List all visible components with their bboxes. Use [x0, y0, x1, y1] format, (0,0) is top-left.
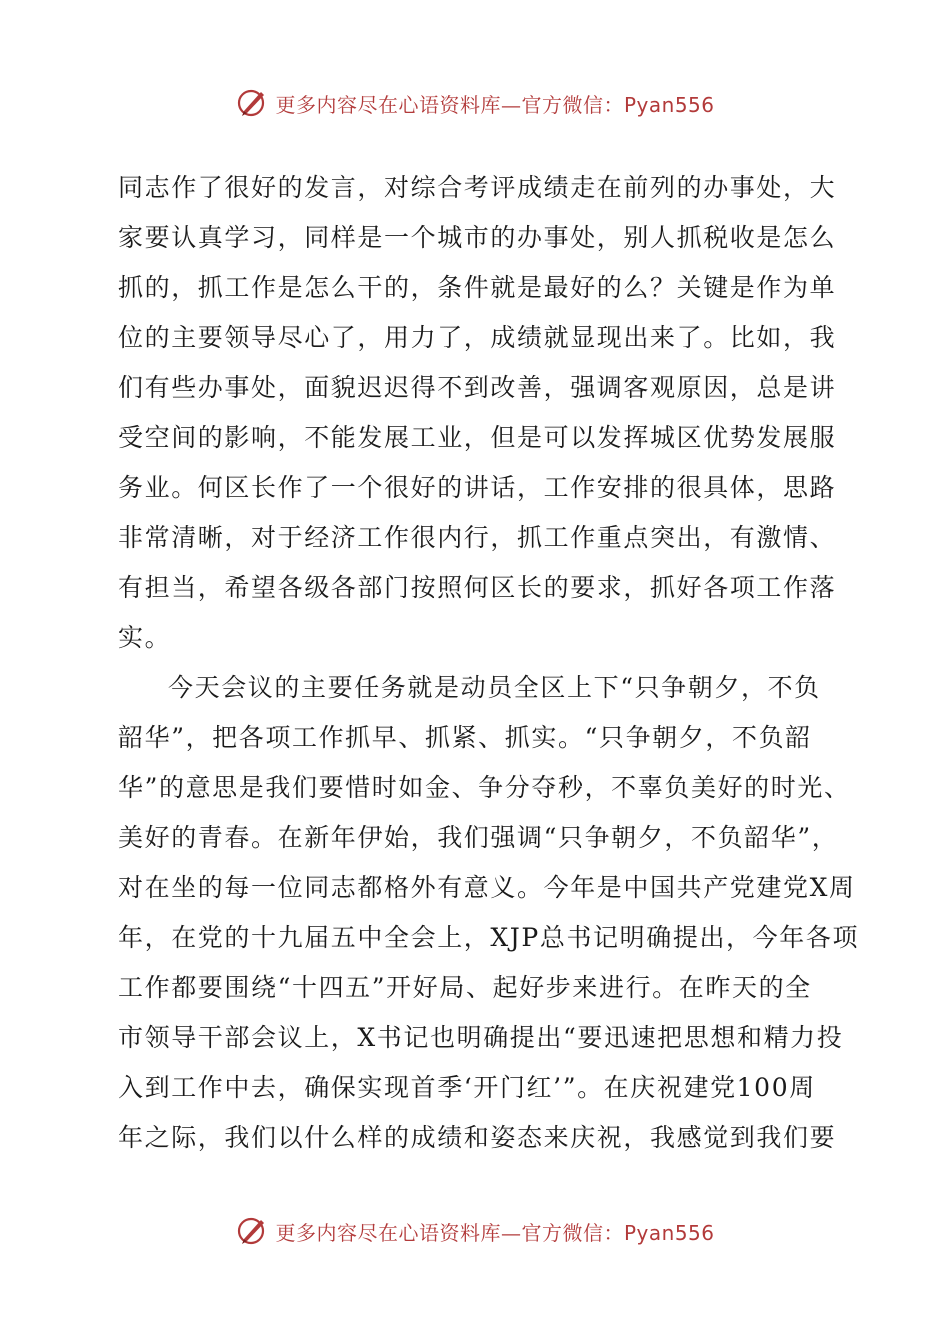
watermark-text — [275, 1217, 714, 1246]
watermark-wechat-id: Pyan556 — [623, 92, 715, 117]
text-line: 同志作了很好的发言，对综合考评成绩走在前列的办事处，大 — [118, 173, 837, 202]
text-line: 美好的青春。在新年伊始，我们强调“只争朝夕，不负韶华”， — [118, 823, 839, 852]
text-line: 位的主要领导尽心了，用力了，成绩就显现出来了。比如，我 — [118, 323, 837, 352]
text-line: 非常清晰，对于经济工作很内行，抓工作重点突出，有激情、 — [118, 523, 837, 552]
watermark-wechat-label: 官方微信： — [521, 1220, 624, 1245]
text-line: 入到工作中去，确保实现首季‘开门红’”。在庆祝建党100周 — [118, 1073, 816, 1102]
text-line: 韶华”，把各项工作抓早、抓紧、抓实。“只争朝夕，不负韶 — [118, 723, 812, 752]
text-line: 华”的意思是我们要惜时如金、争分夺秒，不辜负美好的时光、 — [118, 773, 851, 802]
watermark-dash: — — [500, 92, 522, 117]
text-line: 家要认真学习，同样是一个城市的办事处，别人抓税收是怎么 — [118, 223, 837, 252]
text-line: 市领导干部会议上，X书记也明确提出“要迅速把思想和精力投 — [118, 1023, 844, 1052]
paragraph-start-line: 今天会议的主要任务就是动员全区上下“只争朝夕，不负 — [168, 673, 821, 702]
header-watermark-banner — [0, 80, 950, 126]
text-line: 受空间的影响，不能发展工业，但是可以发挥城区优势发展服 — [118, 423, 837, 452]
watermark-brand: 更多内容尽在心语资料库 — [275, 92, 501, 117]
text-line: 抓的，抓工作是怎么干的，条件就是最好的么？关键是作为单 — [118, 273, 837, 302]
watermark-dash: — — [500, 1220, 522, 1245]
text-line: 务业。何区长作了一个很好的讲话，工作安排的很具体，思路 — [118, 473, 837, 502]
pen-logo-icon — [235, 1214, 269, 1248]
text-line: 有担当，希望各级各部门按照何区长的要求，抓好各项工作落 — [118, 573, 837, 602]
document-body — [118, 163, 860, 1163]
text-line: 实。 — [118, 623, 172, 652]
text-line: 对在坐的每一位同志都格外有意义。今年是中国共产党建党X周 — [118, 873, 856, 902]
pen-logo-icon — [235, 86, 269, 120]
text-line: 年之际，我们以什么样的成绩和姿态来庆祝，我感觉到我们要 — [118, 1123, 837, 1152]
footer-watermark-banner — [0, 1208, 950, 1254]
text-line: 们有些办事处，面貌迟迟得不到改善，强调客观原因，总是讲 — [118, 373, 837, 402]
watermark-wechat-id: Pyan556 — [623, 1220, 715, 1245]
text-line: 年，在党的十九届五中全会上，XJP总书记明确提出，今年各项 — [118, 923, 860, 952]
text-line: 工作都要围绕“十四五”开好局、起好步来进行。在昨天的全 — [118, 973, 812, 1002]
watermark-wechat-label: 官方微信： — [521, 92, 624, 117]
watermark-text — [275, 89, 714, 118]
watermark-brand: 更多内容尽在心语资料库 — [275, 1220, 501, 1245]
